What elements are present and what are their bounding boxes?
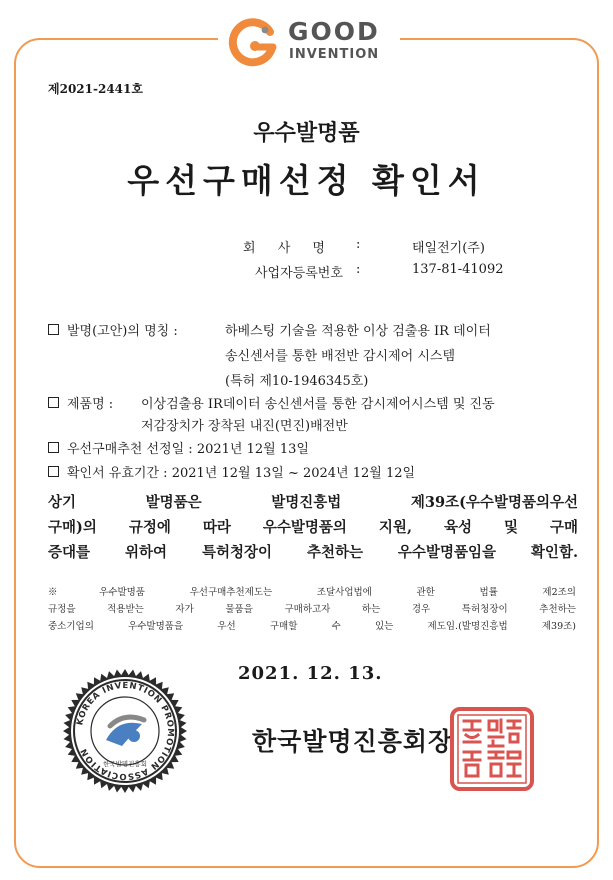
- product-name-label: 제품명 :: [67, 397, 114, 412]
- invention-patent-number: (특허 제10-1946345호): [225, 374, 369, 389]
- brand-name-line1: GOOD: [288, 17, 380, 46]
- product-name-line: 저감장치가 장착된 내진(면진)배전반: [141, 419, 348, 434]
- validity-period-row: [48, 462, 415, 481]
- selection-date-row: [48, 438, 309, 457]
- footnote: [48, 584, 576, 635]
- association-seal-icon: [62, 668, 188, 794]
- svg-text:한국발명진흥회: 한국발명진흥회: [103, 760, 147, 768]
- company-name-label: 회 사 명: [243, 241, 334, 256]
- certificate-number: 제2021-2441호: [48, 82, 143, 96]
- certification-statement: [48, 490, 578, 565]
- checkbox-icon: [48, 442, 59, 453]
- invention-name-line: 하베스팅 기술을 적용한 이상 검출용 IR 데이터: [225, 324, 491, 339]
- good-invention-logo-icon: [226, 18, 282, 70]
- footnote-line: 중소기업의 우수발명품을 우선 구매할 수 있는 제도임.(발명진흥법 제39조): [48, 621, 576, 632]
- checkbox-icon: [48, 324, 59, 335]
- official-stamp-icon: [449, 706, 535, 792]
- certificate-subtitle: 우수발명품: [253, 120, 360, 146]
- certificate-title: 우선구매선정 확인서: [127, 161, 486, 200]
- statement-line: 증대를 위하여 특허청장이 추천하는 우수발명품임을 확인함.: [48, 544, 578, 561]
- validity-period-label: 확인서 유효기간 :: [67, 466, 168, 481]
- footnote-line: ※우수발명품 우선구매추천제도는 조달사업법에 관한 법률 제2조의: [48, 587, 576, 598]
- business-reg-label: 사업자등록번호: [255, 266, 343, 281]
- selection-date-label: 우선구매추천 선정일 :: [67, 442, 193, 457]
- business-reg-colon: :: [356, 262, 361, 277]
- company-name-colon: :: [356, 237, 361, 252]
- validity-period-value: 2021년 12월 13일 ~ 2024년 12월 12일: [171, 466, 416, 481]
- business-reg-value: 137-81-41092: [412, 262, 504, 277]
- company-name-value: 태일전기(주): [412, 241, 485, 256]
- selection-date-value: 2021년 12월 13일: [196, 442, 309, 457]
- issuer-name: 한국발명진흥회장: [252, 727, 454, 756]
- product-name-row: [48, 393, 113, 412]
- svg-text:KOREA INVENTION PROMOTION ASSO: KOREA INVENTION PROMOTION ASSOCIATION: [75, 680, 176, 782]
- brand-name-line2: INVENTION: [289, 47, 380, 62]
- invention-name-row: [48, 320, 178, 339]
- statement-line: 구매)의 규정에 따라 우수발명품의 지원, 육성 및 구매: [48, 519, 578, 536]
- checkbox-icon: [48, 466, 59, 477]
- invention-name-line: 송신센서를 통한 배전반 감시제어 시스템: [225, 349, 456, 364]
- statement-line: 상기 발명품은 발명진흥법 제39조(우수발명품의우선: [48, 494, 578, 511]
- issue-date: 2021. 12. 13.: [238, 663, 383, 684]
- checkbox-icon: [48, 397, 59, 408]
- invention-name-label: 발명(고안)의 명칭 :: [67, 324, 178, 339]
- footnote-line: 규정을 적용받는 자가 물품을 구매하고자 하는 경우 특허청장이 추천하는: [48, 604, 576, 615]
- product-name-line: 이상검출용 IR데이터 송신센서를 통한 감시제어시스템 및 진동: [141, 397, 495, 412]
